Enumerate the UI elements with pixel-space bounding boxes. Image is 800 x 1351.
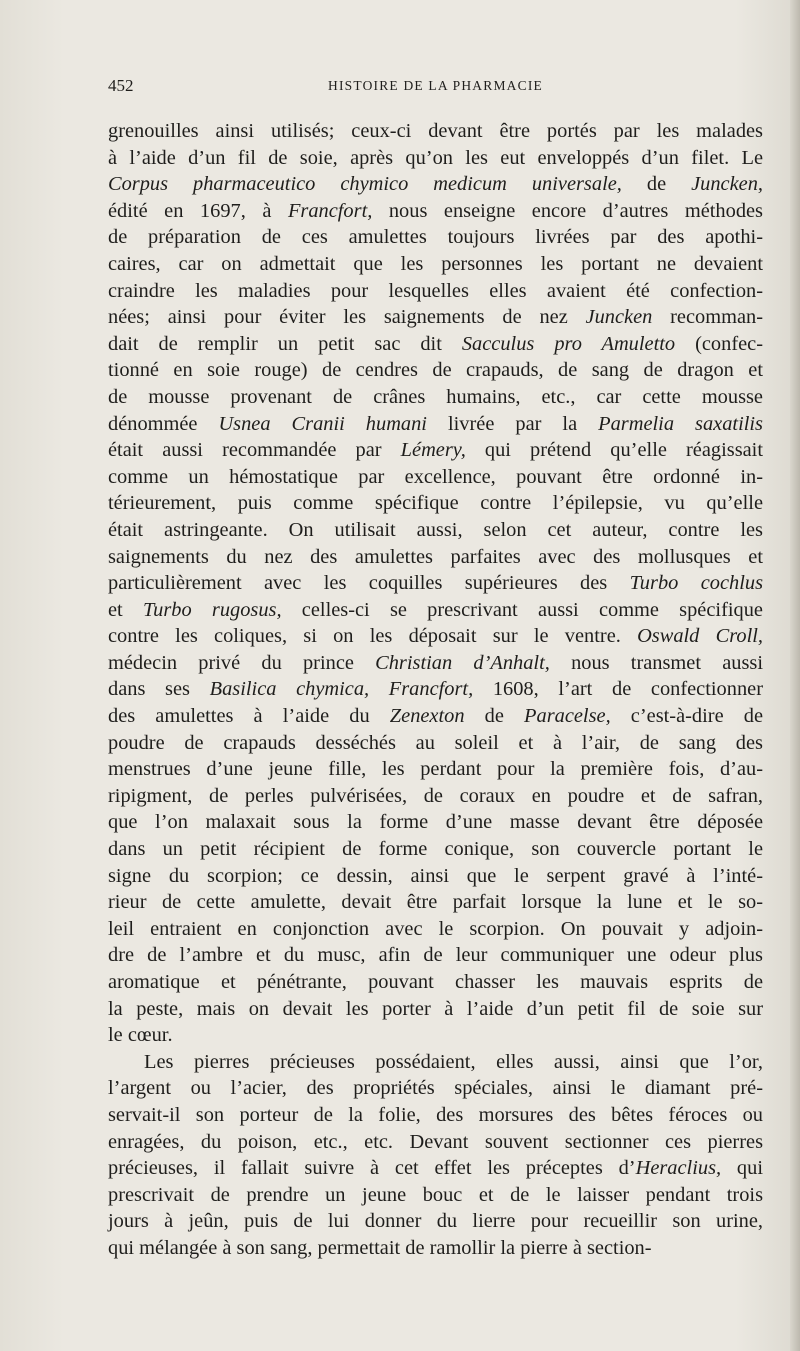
text-line (108, 278, 763, 305)
text-segment: saignements du nez des amulettes parfaites avec des mollusques et (108, 545, 763, 568)
text-segment: dre de l’ambre et du musc, afin de leur communiquer une odeur plus (108, 944, 763, 967)
text-segment: ripigment, de perles pulvérisées, de coraux en poudre et de safran, (108, 784, 763, 807)
text-segment: craindre les maladies pour lesquelles elles avaient été confection- (108, 279, 763, 302)
text-line (108, 1129, 763, 1156)
text-segment: des amulettes à l’aide du (108, 705, 390, 728)
text-segment: recomman- (652, 306, 763, 329)
page-number: 452 (108, 76, 134, 95)
text-segment: et (108, 598, 143, 621)
text-segment: précieuses, il fallait suivre à cet effet les préceptes d’ (108, 1157, 636, 1180)
text-line (108, 198, 763, 225)
italic-segment: Lémery, (400, 439, 466, 462)
text-segment: qui (721, 1157, 763, 1180)
italic-segment: Parmelia saxatilis (598, 412, 763, 435)
text-line (108, 544, 763, 571)
text-line (108, 490, 763, 517)
text-segment: de (464, 705, 525, 728)
italic-segment: Juncken (585, 306, 653, 329)
text-segment: était astringeante. On utilisait aussi, selon cet auteur, contre les (108, 518, 763, 541)
text-line (108, 437, 763, 464)
italic-segment: Turbo rugosus, (142, 598, 282, 621)
text-segment: Les pierres précieuses possédaient, elles aussi, ainsi que l’or, (144, 1050, 763, 1073)
text-line (108, 517, 763, 544)
text-line (108, 171, 763, 198)
text-segment: 1608, l’art de confectionner (473, 678, 763, 701)
text-line (108, 836, 763, 863)
text-line (108, 1102, 763, 1129)
text-segment: le cœur. (108, 1024, 173, 1047)
text-segment: servait-il son porteur de la folie, des morsures des bêtes féroces ou (108, 1103, 763, 1126)
text-segment: à l’aide d’un fil de soie, après qu’on les eut enveloppés d’un filet. Le (108, 146, 763, 169)
text-line (108, 969, 763, 996)
text-segment: (confec- (675, 332, 763, 355)
text-line (108, 570, 763, 597)
italic-segment: Sacculus pro Amuletto (461, 332, 676, 355)
text-segment: prescrivait de prendre un jeune bouc et de le laisser pendant trois (108, 1183, 763, 1206)
text-segment: poudre de crapauds desséchés au soleil et à l’air, de sang des (108, 731, 763, 754)
text-segment: enragées, du poison, etc., etc. Devant souvent sectionner ces pierres (108, 1130, 763, 1153)
text-segment: que l’on malaxait sous la forme d’une masse devant être déposée (108, 811, 763, 834)
text-segment: nées; ainsi pour éviter les saignements de nez (108, 306, 586, 329)
text-line (108, 809, 763, 836)
text-line (108, 411, 763, 438)
text-segment: nous enseigne encore d’autres méthodes (372, 199, 763, 222)
text-segment: particulièrement avec les coquilles supérieures des (108, 572, 630, 595)
text-line (108, 1182, 763, 1209)
text-segment: était aussi recommandée par (108, 439, 401, 462)
text-segment: menstrues d’une jeune fille, les perdant pour la première fois, d’au- (108, 758, 763, 781)
text-line (108, 996, 763, 1023)
text-segment: de préparation de ces amulettes toujours livrées par des apothi- (108, 226, 763, 249)
italic-segment: Christian d’Anhalt, (375, 651, 550, 674)
text-segment: contre les coliques, si on les déposait sur le ventre. (108, 625, 638, 648)
text-line (108, 942, 763, 969)
text-segment: livrée par la (426, 412, 599, 435)
text-segment: édité en 1697, à (108, 199, 288, 222)
italic-segment: Basilica chymica, Francfort, (209, 678, 474, 701)
page-edge (790, 0, 800, 1351)
text-segment: dait de remplir un petit sac dit (108, 332, 462, 355)
text-line (108, 783, 763, 810)
text-segment: comme un hémostatique par excellence, pouvant être ordonné in- (108, 465, 763, 488)
text-segment: jours à jeûn, puis de lui donner du lierre pour recueillir son urine, (108, 1210, 763, 1233)
italic-segment: Francfort, (287, 199, 373, 222)
text-segment: médecin privé du prince (108, 651, 376, 674)
text-line (108, 756, 763, 783)
text-segment: aromatique et pénétrante, pouvant chasser les mauvais esprits de (108, 971, 763, 993)
italic-segment: Paracelse, (524, 705, 611, 728)
text-segment: qui prétend qu’elle réagissait (465, 439, 764, 462)
text-line (108, 304, 763, 331)
italic-segment: Oswald Croll, (637, 625, 763, 648)
text-segment: dans ses (108, 678, 210, 701)
text-segment: celles-ci se prescrivant aussi comme spécifique (281, 598, 763, 621)
text-line (108, 623, 763, 650)
italic-segment: Corpus pharmaceutico chymico medicum universale, (108, 173, 622, 196)
text-segment: la peste, mais on devait les porter à l’aide d’un petit fil de soie sur (108, 997, 763, 1020)
text-line (108, 889, 763, 916)
text-line (108, 650, 763, 677)
page-header (108, 74, 763, 104)
running-title: HISTOIRE DE LA PHARMACIE (328, 78, 543, 93)
text-line (108, 1155, 763, 1182)
text-line (108, 145, 763, 172)
italic-segment: Zenexton (389, 705, 465, 728)
text-line (108, 730, 763, 757)
text-line (108, 1075, 763, 1102)
text-segment: c’est-à-dire de (610, 705, 764, 728)
text-segment: rieur de cette amulette, devait être parfait lorsque la lune et le so- (108, 891, 763, 914)
text-line (108, 1208, 763, 1235)
text-line (108, 384, 763, 411)
text-line (108, 703, 763, 730)
text-line (108, 357, 763, 384)
text-segment: grenouilles ainsi utilisés; ceux-ci devant être portés par les malades (108, 120, 763, 142)
text-line (108, 224, 763, 251)
body-text (108, 118, 763, 1262)
italic-segment: Usnea Cranii humani (218, 412, 427, 435)
text-segment: l’argent ou l’acier, des propriétés spéciales, ainsi le diamant pré- (108, 1077, 763, 1100)
text-segment: de (621, 173, 692, 196)
italic-segment: Juncken, (691, 173, 763, 196)
text-line (108, 118, 763, 145)
text-segment: nous transmet aussi (549, 651, 763, 674)
italic-segment: Heraclius, (635, 1157, 722, 1180)
text-segment: signe du scorpion; ce dessin, ainsi que le serpent gravé à l’inté- (108, 864, 763, 887)
text-line (108, 597, 763, 624)
text-line (108, 1235, 763, 1262)
text-line (108, 916, 763, 943)
text-segment: qui mélangée à son sang, permettait de ramollir la pierre à section- (108, 1236, 652, 1259)
text-line (108, 676, 763, 703)
text-segment: dénommée (108, 412, 219, 435)
text-segment: térieurement, puis comme spécifique contre l’épilepsie, vu qu’elle (108, 492, 763, 515)
text-segment: dans un petit récipient de forme conique, son couvercle portant le (108, 838, 763, 861)
text-segment: tionné en soie rouge) de cendres de crapauds, de sang de dragon et (108, 359, 763, 382)
text-segment: de mousse provenant de crânes humains, etc., car cette mousse (108, 385, 763, 408)
text-line (108, 1049, 763, 1076)
text-segment: caires, car on admettait que les personnes les portant ne devaient (108, 252, 763, 275)
text-line (108, 1022, 763, 1049)
italic-segment: Turbo cochlus (629, 572, 764, 595)
text-line (108, 251, 763, 278)
text-line (108, 464, 763, 491)
text-line (108, 863, 763, 890)
text-line (108, 331, 763, 358)
text-segment: leil entraient en conjonction avec le scorpion. On pouvait y adjoin- (108, 917, 763, 940)
